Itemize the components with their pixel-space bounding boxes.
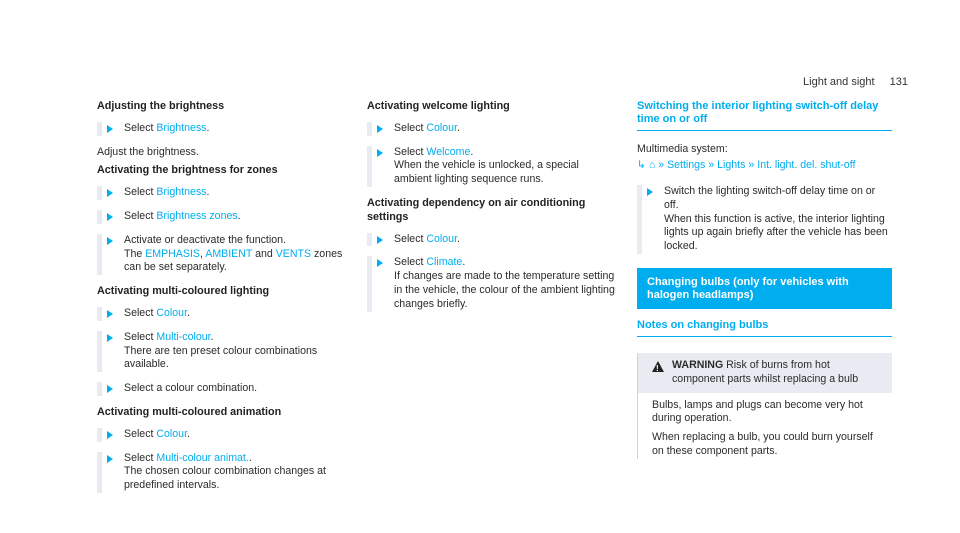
warning-icon: [652, 361, 664, 372]
heading-welcome-lighting: Activating welcome lighting: [367, 100, 510, 112]
heading-adjust-brightness: Adjusting the brightness: [97, 100, 225, 112]
warning-paragraph: When replacing a bulb, you could burn yourself on these component parts.: [652, 431, 873, 457]
step-item: Switch the lighting switch-off delay time on or off. When this function is active, the interior lighting lights up again briefly after the vehicle has been locked.: [637, 185, 892, 254]
page-number: 131: [889, 76, 908, 88]
menu-link-brightness[interactable]: Brightness: [156, 121, 207, 134]
enter-arrow-icon: ↳: [637, 159, 646, 171]
heading-multi-coloured-lighting: Activating multi-coloured lighting: [97, 285, 270, 298]
warning-paragraph: Bulbs, lamps and plugs can become very hot during operation.: [652, 398, 863, 425]
step-item: Select Colour.: [367, 233, 617, 247]
heading-switch-off-delay: Switching the interior lighting switch-off delay time on or off: [637, 100, 892, 131]
menu-link-multi-colour-animat[interactable]: Multi-colour animat.: [156, 451, 249, 464]
path-separator-icon: »: [748, 159, 755, 171]
step-arrow-icon: [107, 237, 113, 245]
step-item: Select Multi-colour. There are ten preset colour combinations available.: [97, 331, 347, 372]
step-item: Activate or deactivate the function. The EMPHASIS, AMBIENT and VENTS zones can be set separately.: [97, 234, 347, 275]
warning-header: [638, 353, 892, 393]
column-3: [637, 100, 892, 464]
warning-title: WARNING: [672, 358, 724, 371]
step-arrow-icon: [107, 125, 113, 133]
home-icon[interactable]: ⌂: [648, 159, 656, 171]
step-item: Select Colour.: [97, 307, 347, 321]
path-separator-icon: »: [708, 159, 715, 171]
step-arrow-icon: [107, 310, 113, 318]
step-arrow-icon: [107, 189, 113, 197]
heading-air-conditioning-dependency: Activating dependency on air conditioning settings: [367, 196, 586, 223]
step-arrow-icon: [377, 149, 383, 157]
step-item: Select Colour.: [367, 122, 617, 136]
step-item: Select Brightness.: [97, 122, 347, 136]
step-arrow-icon: [377, 236, 383, 244]
heading-multi-coloured-animation: Activating multi-coloured animation: [97, 405, 282, 418]
path-item-settings[interactable]: Settings: [667, 159, 706, 171]
step-arrow-icon: [107, 334, 113, 342]
menu-link-brightness[interactable]: Brightness: [156, 186, 207, 199]
section-banner-changing-bulbs: Changing bulbs (only for vehicles with halogen headlamps): [637, 268, 892, 309]
step-item: Select Welcome. When the vehicle is unlocked, a special ambient lighting sequence runs.: [367, 146, 617, 187]
step-arrow-icon: [107, 431, 113, 439]
page-header: [803, 76, 908, 88]
menu-link-colour[interactable]: Colour: [426, 232, 458, 245]
step-item: Select Climate. If changes are made to the temperature setting in the vehicle, the colour of the ambient lighting changes briefly.: [367, 256, 617, 311]
step-item: Select Brightness.: [97, 186, 347, 200]
menu-link-climate[interactable]: Climate: [426, 256, 463, 269]
step-arrow-icon: [377, 125, 383, 133]
step-arrow-icon: [647, 188, 653, 196]
zone-vents[interactable]: VENTS: [275, 247, 312, 260]
step-arrow-icon: [377, 259, 383, 267]
warning-body: [638, 393, 892, 459]
step-arrow-icon: [107, 385, 113, 393]
column-1: [97, 100, 347, 503]
path-item-lights[interactable]: Lights: [717, 159, 746, 171]
step-item: Select Brightness zones.: [97, 210, 347, 224]
menu-link-colour[interactable]: Colour: [156, 427, 188, 440]
path-label: Multimedia system:: [637, 143, 728, 155]
step-item: Select Colour.: [97, 428, 347, 442]
heading-brightness-zones: Activating the brightness for zones: [97, 164, 278, 177]
menu-link-multi-colour[interactable]: Multi-colour: [156, 330, 211, 343]
menu-path: [637, 141, 892, 173]
paragraph: Adjust the brightness.: [97, 145, 199, 158]
menu-link-colour[interactable]: Colour: [426, 121, 458, 134]
section-title: Light and sight: [803, 76, 875, 88]
heading-notes-changing-bulbs: Notes on changing bulbs: [637, 319, 892, 337]
zone-emphasis[interactable]: EMPHASIS: [145, 247, 200, 260]
column-2: [367, 100, 617, 322]
menu-link-colour[interactable]: Colour: [156, 306, 188, 319]
menu-link-brightness-zones[interactable]: Brightness zones: [156, 209, 238, 222]
warning-text: Risk of burns from hot component parts whilst replacing a bulb: [672, 358, 859, 385]
path-item-int-light-del-shut-off[interactable]: Int. light. del. shut-off: [757, 159, 856, 171]
step-arrow-icon: [107, 213, 113, 221]
warning-box: [637, 353, 892, 459]
menu-link-welcome[interactable]: Welcome: [426, 145, 471, 158]
step-item: Select a colour combination.: [97, 382, 347, 396]
step-item: Select Multi-colour animat.. The chosen colour combination changes at predefined intervals.: [97, 452, 347, 493]
zone-ambient[interactable]: AMBIENT: [205, 247, 253, 260]
path-separator-icon: »: [658, 159, 665, 171]
step-arrow-icon: [107, 455, 113, 463]
